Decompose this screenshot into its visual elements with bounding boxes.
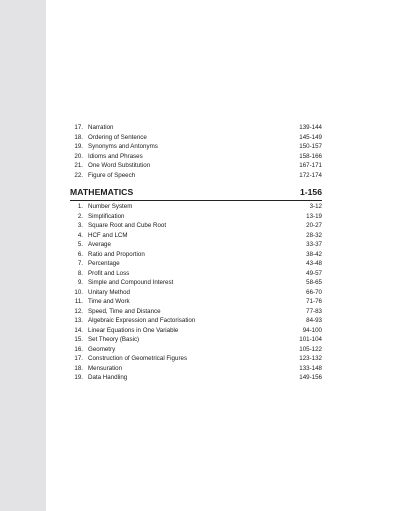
toc-entry: [70, 221, 322, 230]
toc-entry: [70, 152, 322, 161]
toc-entry: [70, 326, 322, 335]
toc-entry-title: Ratio and Proportion: [88, 250, 145, 258]
toc-entry-number: 9.: [77, 279, 83, 286]
toc-entry-number: 14.: [74, 326, 83, 334]
toc-entry: [70, 288, 322, 297]
toc-entry: [70, 316, 322, 325]
toc-entry-title: Construction of Geometrical Figures: [88, 355, 188, 362]
toc-entry-title: Time and Work: [88, 298, 130, 305]
toc-entry-title: Speed, Time and Distance: [88, 307, 161, 315]
toc-entry-title: Narration: [88, 124, 114, 131]
toc-entry: [70, 269, 322, 278]
toc-entry-title: Profit and Loss: [88, 269, 130, 277]
toc-entry-pages: 58-65: [306, 279, 322, 286]
toc-entry-number: 12.: [74, 307, 83, 315]
toc-entry-title: Algebraic Expression and Factorisation: [88, 317, 196, 324]
toc-entry: [70, 240, 322, 249]
toc-entry-title: Unitary Method: [88, 288, 130, 296]
toc-entry-title: Average: [88, 241, 111, 248]
toc-entry-pages: 139-144: [299, 124, 322, 131]
toc-entry-pages: 71-76: [306, 298, 322, 305]
toc-entry: [70, 345, 322, 354]
toc-entry: [70, 373, 322, 382]
toc-entry-number: 3.: [77, 222, 83, 229]
toc-entry: [70, 142, 322, 151]
toc-entry: [70, 123, 322, 132]
toc-entry: [70, 297, 322, 306]
toc-entry: [70, 354, 322, 363]
toc-entry-number: 5.: [77, 241, 83, 248]
page-margin-strip: [0, 0, 46, 511]
toc-entry-pages: 145-149: [299, 133, 322, 141]
toc-entry-pages: 158-166: [299, 152, 322, 160]
toc-entry-number: 18.: [74, 133, 83, 141]
toc-entry-number: 19.: [74, 143, 83, 150]
toc-entry: [70, 202, 322, 211]
toc-entry-number: 17.: [74, 124, 83, 131]
toc-entry-title: Idioms and Phrases: [88, 152, 143, 160]
toc-entry-title: Set Theory (Basic): [88, 336, 140, 343]
toc-entry: [70, 364, 322, 373]
toc-entry-title: Data Handling: [88, 374, 128, 381]
toc-entry: [70, 250, 322, 259]
toc-entry: [70, 212, 322, 221]
toc-entry-number: 22.: [74, 171, 83, 179]
toc-entry-pages: 101-104: [299, 336, 322, 343]
toc-entry: [70, 259, 322, 268]
toc-entry-pages: 94-100: [302, 326, 322, 334]
toc-entry-title: Simplification: [88, 212, 125, 220]
toc-entry-number: 6.: [77, 250, 83, 258]
toc-entry-title: Square Root and Cube Root: [88, 222, 167, 229]
toc-entry-number: 20.: [74, 152, 83, 160]
toc-entry-pages: 38-42: [306, 250, 322, 258]
toc-entry: [70, 335, 322, 344]
toc-entry-number: 4.: [77, 231, 83, 239]
toc-entry-title: Mensuration: [88, 364, 123, 372]
section-header-mathematics: [70, 186, 322, 201]
toc-entry-pages: 13-19: [306, 212, 322, 220]
toc-entry-title: Simple and Compound Interest: [88, 279, 174, 286]
toc-entry-number: 16.: [74, 345, 83, 353]
toc-entry: [70, 307, 322, 316]
section-pages: 1-156: [300, 187, 322, 197]
toc-entry-pages: 77-83: [306, 307, 322, 315]
toc-entry-title: Linear Equations in One Variable: [88, 326, 179, 334]
toc-entry-title: Geometry: [88, 345, 116, 353]
toc-entry-number: 11.: [74, 298, 83, 305]
toc-entry-title: Figure of Speech: [88, 171, 136, 179]
toc-entry-number: 10.: [74, 288, 83, 296]
toc-entry: [70, 161, 322, 170]
toc-entry-pages: 84-93: [306, 317, 322, 324]
toc-entry-pages: 3-12: [309, 203, 322, 210]
toc-entry-title: HCF and LCM: [88, 231, 128, 239]
toc-entry-title: Synonyms and Antonyms: [88, 143, 158, 150]
toc-entry-pages: 123-132: [299, 355, 322, 362]
toc-entry-pages: 33-37: [306, 241, 322, 248]
toc-entry: [70, 231, 322, 240]
section-title: MATHEMATICS: [70, 187, 134, 197]
toc-entry-number: 17.: [74, 355, 83, 362]
toc-entry-pages: 150-157: [299, 143, 322, 150]
toc-entry-pages: 28-32: [306, 231, 322, 239]
toc-entry-number: 1.: [77, 203, 83, 210]
toc-entry-pages: 133-148: [299, 364, 322, 372]
toc-entry-number: 19.: [74, 374, 83, 381]
toc-entry: [70, 278, 322, 287]
toc-entry-number: 13.: [74, 317, 83, 324]
toc-entry-pages: 172-174: [299, 171, 322, 179]
toc-entry-title: Number System: [88, 203, 133, 210]
toc-entry-title: Percentage: [88, 260, 120, 267]
toc-entry-number: 2.: [77, 212, 83, 220]
toc-entry-number: 18.: [74, 364, 83, 372]
toc-entry-pages: 49-57: [306, 269, 322, 277]
toc-entry-pages: 43-48: [306, 260, 322, 267]
toc-entry-number: 7.: [77, 260, 83, 267]
toc-entry-number: 21.: [74, 162, 83, 169]
toc-entry-number: 8.: [77, 269, 83, 277]
toc-entry-title: One Word Substitution: [88, 162, 151, 169]
toc-entry: [70, 133, 322, 142]
toc-entry: [70, 171, 322, 180]
toc-entry-title: Ordering of Sentence: [88, 133, 147, 141]
toc-entry-number: 15.: [74, 336, 83, 343]
toc-entry-pages: 167-171: [299, 162, 322, 169]
toc-entry-pages: 66-70: [306, 288, 322, 296]
toc-entry-pages: 149-156: [299, 374, 322, 381]
toc-entry-pages: 20-27: [306, 222, 322, 229]
toc-entry-pages: 105-122: [299, 345, 322, 353]
